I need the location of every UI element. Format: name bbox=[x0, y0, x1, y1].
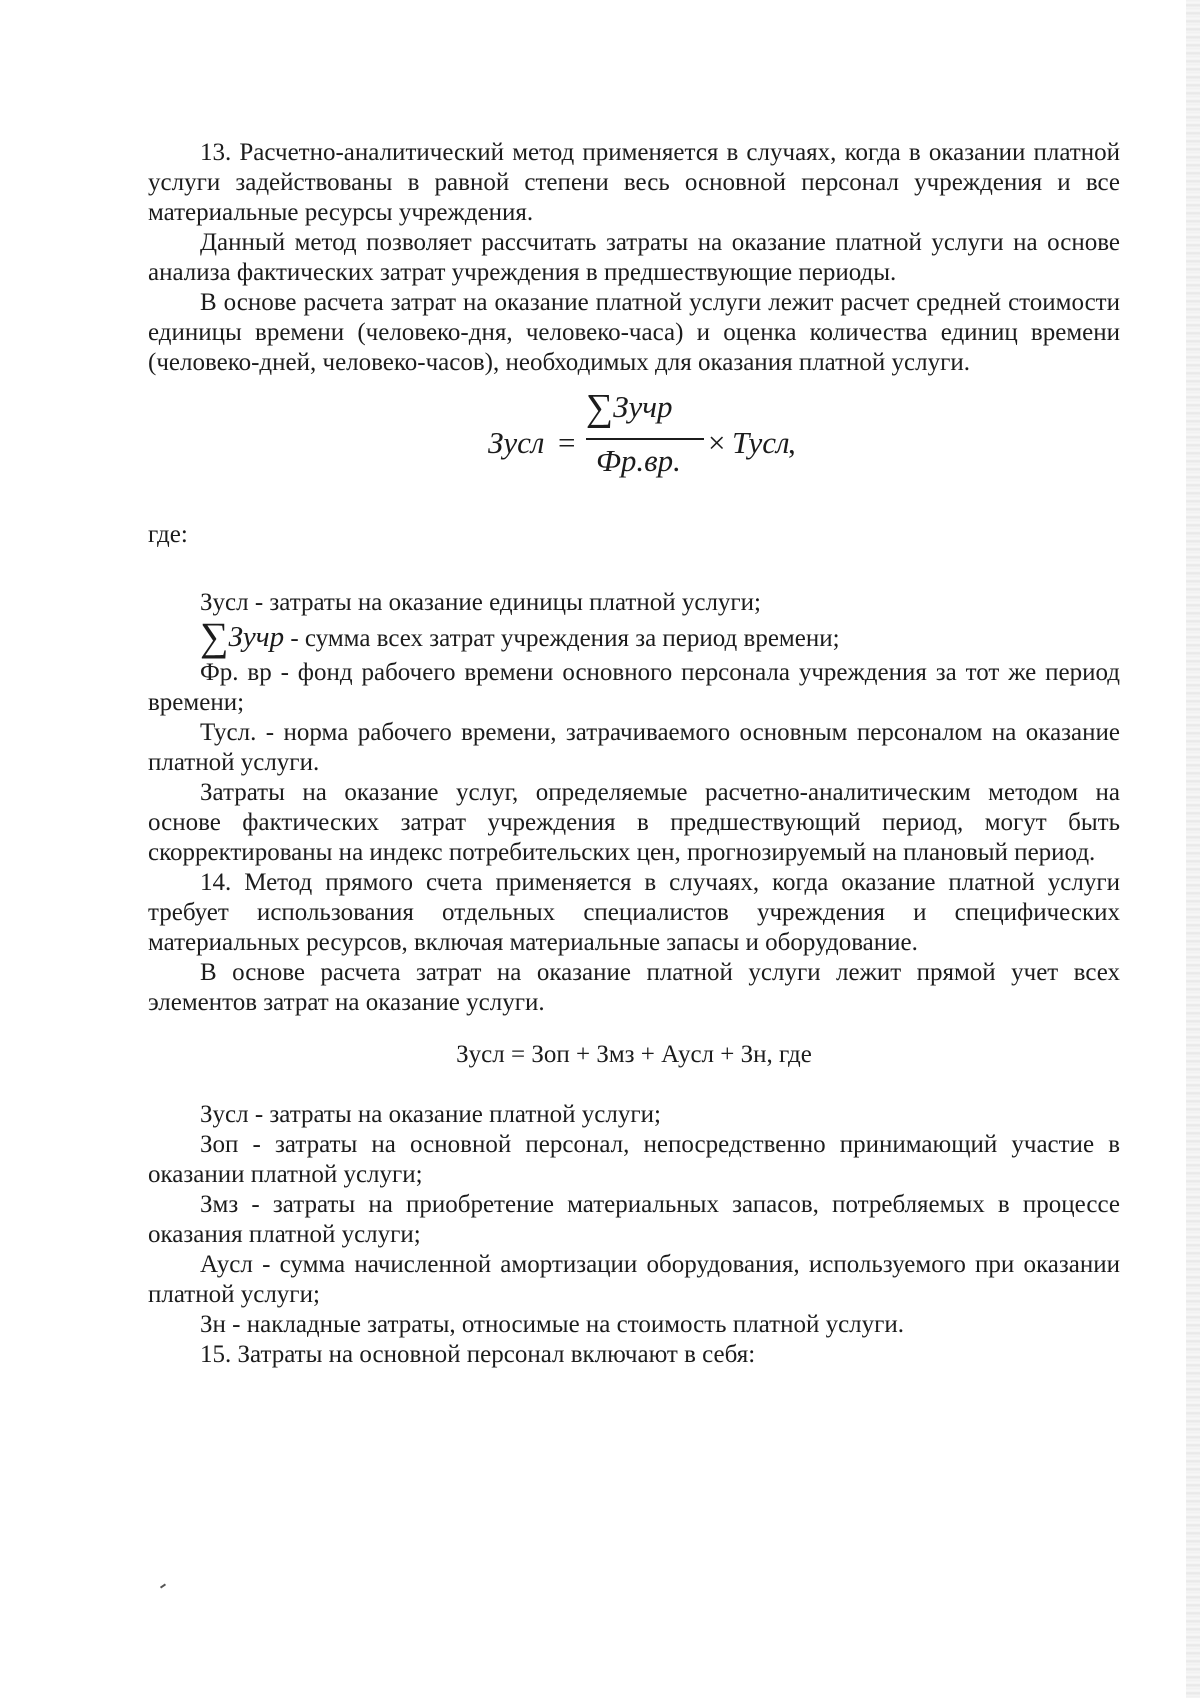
def2-ausl: Аусл - сумма начисленной амортизации оборудования, используемого при оказании платной услуги; bbox=[148, 1251, 1120, 1308]
sigma-symbol: ∑ bbox=[586, 387, 614, 429]
formula-denominator: Фр.вр. bbox=[596, 443, 681, 478]
fraction-bar bbox=[586, 438, 704, 440]
def2-zusl: Зусл - затраты на оказание платной услуги; bbox=[200, 1101, 661, 1128]
formula-factor: Тусл bbox=[732, 425, 790, 460]
formula-numerator bbox=[586, 387, 673, 429]
paragraph-13: 13. Расчетно-аналитический метод применяется в случаях, когда в оказании платной услуги задействованы в равной степени весь основной персонал учреждения и все материальные ресурсы учреждения. bbox=[148, 139, 1120, 226]
where-label: где: bbox=[148, 521, 188, 548]
pen-mark bbox=[160, 1583, 166, 1588]
numerator-text: Зучр bbox=[613, 389, 673, 424]
paragraph-14: 14. Метод прямого счета применяется в случаях, когда оказание платной услуги требует использования отдельных специалистов учреждения и специфических материальных ресурсов, включая материальные запасы и оборудование. bbox=[148, 869, 1120, 956]
paragraph-14b: В основе расчета затрат на оказание платной услуги лежит прямой учет всех элементов затрат на оказание услуги. bbox=[148, 959, 1120, 1016]
paragraph-13b: Данный метод позволяет рассчитать затраты на оказание платной услуги на основе анализа фактических затрат учреждения в предшествующие периоды. bbox=[148, 229, 1120, 286]
def-tusl: Тусл. - норма рабочего времени, затрачиваемого основным персоналом на оказание платной услуги. bbox=[148, 719, 1120, 776]
def-frvr: Фр. вр - фонд рабочего времени основного персонала учреждения за тот же период времени; bbox=[148, 659, 1120, 716]
def2-zmz: Змз - затраты на приобретение материальных запасов, потребляемых в процессе оказания платной услуги; bbox=[148, 1191, 1120, 1248]
formula-comma: , bbox=[788, 425, 796, 460]
formula-lhs: Зусл bbox=[488, 425, 545, 460]
formula-calc-analytic bbox=[148, 387, 1120, 504]
definitions-2 bbox=[148, 1100, 1120, 1340]
def-sum-zuchr bbox=[148, 614, 1120, 659]
scan-edge bbox=[1186, 0, 1200, 1698]
def-zusl: Зусл - затраты на оказание единицы платной услуги; bbox=[200, 589, 761, 616]
paragraph-15: 15. Затраты на основной персонал включают в себя: bbox=[200, 1341, 756, 1368]
paragraph-13c: В основе расчета затрат на оказание платной услуги лежит расчет средней стоимости единицы времени (человеко-дня, человеко-часа) и оценка количества единиц времени (человеко-дней, человеко-часов), необходимых для оказания платной услуги. bbox=[148, 289, 1120, 376]
formula-times: × bbox=[708, 425, 726, 460]
def2-zop: Зоп - затраты на основной персонал, непосредственно принимающий участие в оказании платной услуги; bbox=[148, 1131, 1120, 1188]
sum-symbol: Зучр bbox=[228, 621, 285, 653]
document-page bbox=[148, 138, 1120, 1370]
paragraph-13d: Затраты на оказание услуг, определяемые расчетно-аналитическим методом на основе фактических затрат учреждения в предшествующий период, могут быть скорректированы на индекс потребительских цен, прогнозируемый на плановый период. bbox=[148, 779, 1120, 866]
formula-equals: = bbox=[558, 425, 576, 460]
formula-direct: Зусл = Зоп + Змз + Аусл + Зн, где bbox=[456, 1041, 812, 1068]
sigma-symbol: ∑ bbox=[200, 614, 229, 659]
definitions-1 bbox=[148, 588, 1120, 778]
def2-zn: Зн - накладные затраты, относимые на стоимость платной услуги. bbox=[200, 1311, 905, 1338]
sum-text: - сумма всех затрат учреждения за период времени; bbox=[284, 625, 840, 652]
